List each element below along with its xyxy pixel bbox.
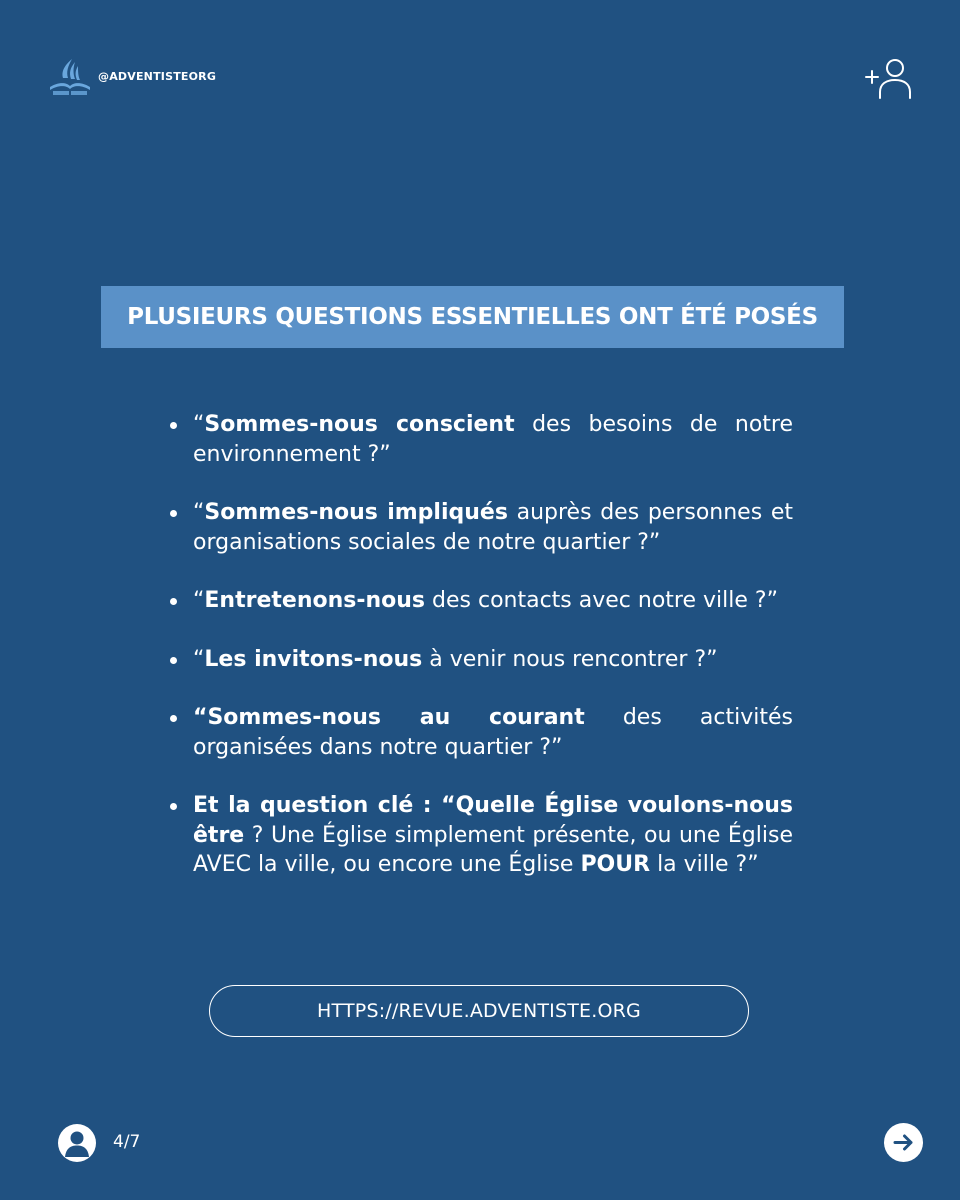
list-item: “Sommes-nous conscient des besoins de notre environnement ?” xyxy=(193,410,793,469)
section-title: PLUSIEURS QUESTIONS ESSENTIELLES ONT ÉTÉ POSÉS xyxy=(127,304,818,330)
list-item: “Sommes-nous au courant des activités organisées dans notre quartier ?” xyxy=(193,703,793,762)
arrow-right-icon xyxy=(884,1123,923,1162)
questions-list xyxy=(193,410,793,909)
list-item: Et la question clé : “Quelle Église voulons-nous être ? Une Église simplement présente, ou une Église AVEC la ville, ou encore une Église POUR la ville ?” xyxy=(193,791,793,880)
section-title-banner xyxy=(101,286,844,348)
list-item: “Sommes-nous impliqués auprès des personnes et organisations sociales de notre quartier ?” xyxy=(193,498,793,557)
list-item: “Entretenons-nous des contacts avec notre ville ?” xyxy=(193,586,793,616)
adventist-flame-logo-icon xyxy=(48,56,92,96)
brand xyxy=(48,56,216,96)
list-item: “Les invitons-nous à venir nous rencontrer ?” xyxy=(193,645,793,675)
user-avatar-icon[interactable] xyxy=(58,1124,96,1162)
next-button[interactable] xyxy=(884,1123,923,1162)
website-link[interactable] xyxy=(209,985,749,1037)
add-user-icon[interactable] xyxy=(862,58,914,100)
account-handle: @ADVENTISTEORG xyxy=(98,69,217,83)
page-indicator: 4/7 xyxy=(113,1132,141,1152)
website-url[interactable]: HTTPS://REVUE.ADVENTISTE.ORG xyxy=(317,1000,641,1022)
